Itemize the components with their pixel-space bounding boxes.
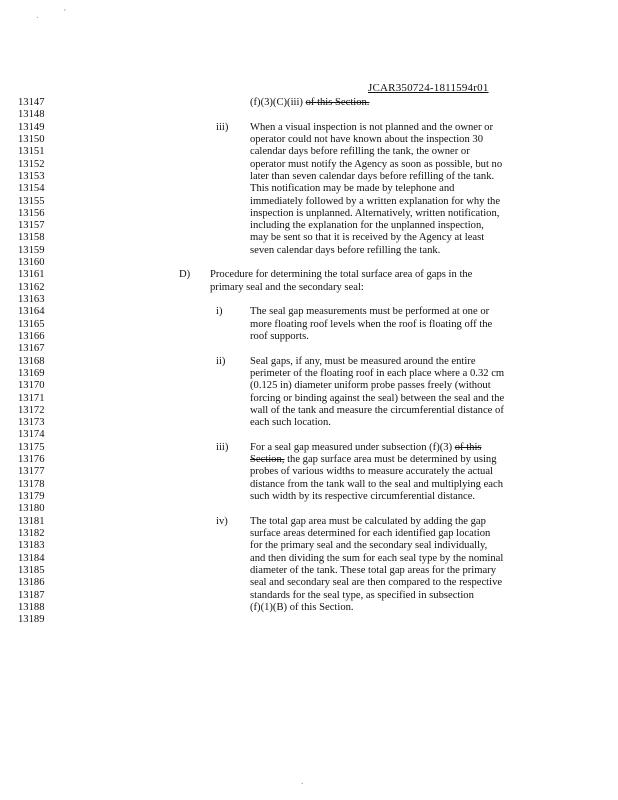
line-text: seal and secondary seal are then compared to the respective (250, 577, 503, 589)
doc-line (0, 503, 618, 515)
line-text: roof supports. (250, 330, 309, 342)
doc-line (0, 614, 618, 626)
line-number: 13176 (18, 454, 45, 466)
line-text: primary seal and the secondary seal: (210, 281, 364, 293)
doc-line (0, 171, 618, 183)
line-text: This notification may be made by telephone and (250, 183, 455, 195)
line-text: (f)(3)(C)(iii) of this Section. (250, 97, 370, 108)
line-text: for the primary seal and the secondary seal individually, (250, 540, 488, 552)
line-text: (0.125 in) diameter uniform probe passes freely (without (250, 380, 491, 392)
item-label: iii) (216, 441, 229, 453)
doc-line (0, 208, 618, 220)
line-text: operator could not have known about the inspection 30 (250, 133, 484, 145)
doc-line (0, 540, 618, 552)
doc-line (0, 232, 618, 244)
line-number: 13168 (18, 355, 45, 367)
line-text: perimeter of the floating roof in each place where a 0.32 cm (250, 367, 505, 379)
line-number: 13160 (18, 257, 45, 269)
document-body (0, 97, 618, 626)
doc-line (0, 294, 618, 306)
line-number: 13184 (18, 552, 45, 564)
doc-line (0, 109, 618, 121)
line-number: 13172 (18, 404, 45, 416)
doc-line (0, 319, 618, 331)
doc-line (0, 380, 618, 392)
doc-line (0, 454, 618, 466)
item-label: iii) (216, 121, 229, 133)
doc-line (0, 134, 618, 146)
line-number: 13154 (18, 183, 45, 195)
doc-line (0, 553, 618, 565)
line-text: (f)(1)(B) of this Section. (250, 601, 354, 613)
line-text: Procedure for determining the total surface area of gaps in the (210, 269, 473, 281)
doc-line (0, 442, 618, 454)
doc-line (0, 565, 618, 577)
page-artifact: . (36, 10, 39, 21)
doc-line (0, 356, 618, 368)
doc-line (0, 331, 618, 343)
line-number: 13166 (18, 330, 45, 342)
line-number: 13182 (18, 527, 45, 539)
line-text: more floating roof levels when the roof is floating off the (250, 318, 493, 330)
doc-line (0, 159, 618, 171)
doc-line (0, 122, 618, 134)
line-text: The total gap area must be calculated by adding the gap (250, 515, 486, 527)
line-number: 13157 (18, 220, 45, 232)
line-text: may be sent so that it is received by the Agency at least (250, 232, 485, 244)
line-text: Section, the gap surface area must be determined by using (250, 454, 497, 466)
line-text: and then dividing the sum for each seal type by the nominal (250, 552, 504, 564)
doc-line (0, 306, 618, 318)
line-text: wall of the tank and measure the circumferential distance of (250, 404, 504, 416)
line-number: 13188 (18, 601, 45, 613)
doc-line (0, 479, 618, 491)
line-number: 13185 (18, 564, 45, 576)
line-number: 13170 (18, 380, 45, 392)
line-number: 13161 (18, 269, 45, 281)
line-text: seven calendar days before refilling the tank. (250, 244, 441, 256)
line-text: calendar days before refilling the tank, the owner or (250, 146, 470, 158)
line-number: 13163 (18, 294, 45, 305)
line-number: 13159 (18, 244, 45, 256)
doc-line (0, 97, 618, 109)
doc-line (0, 516, 618, 528)
item-label: iv) (216, 515, 228, 527)
item-label: D) (179, 269, 191, 281)
line-text: When a visual inspection is not planned and the owner or (250, 121, 494, 133)
line-number: 13150 (18, 133, 45, 145)
line-text: operator must notify the Agency as soon as possible, but no (250, 158, 503, 170)
line-number: 13173 (18, 417, 45, 429)
doc-line (0, 405, 618, 417)
line-number: 13177 (18, 466, 45, 478)
line-number: 13164 (18, 306, 45, 318)
item-label: i) (216, 306, 223, 318)
line-number: 13183 (18, 540, 45, 552)
doc-line (0, 196, 618, 208)
item-label: ii) (216, 355, 226, 367)
doc-line (0, 245, 618, 257)
doc-line (0, 466, 618, 478)
line-text: Seal gaps, if any, must be measured around the entire (250, 355, 476, 367)
line-number: 13171 (18, 392, 45, 404)
line-text: inspection is unplanned. Alternatively, written notification, (250, 207, 500, 219)
line-number: 13189 (18, 614, 45, 626)
line-text: including the explanation for the unplanned inspection, (250, 220, 484, 232)
document-id-header: JCAR350724-1811594r01 (368, 82, 489, 94)
line-number: 13147 (18, 97, 45, 108)
line-number: 13167 (18, 343, 45, 355)
line-number: 13155 (18, 195, 45, 207)
doc-line (0, 220, 618, 232)
line-number: 13180 (18, 503, 45, 515)
line-number: 13178 (18, 478, 45, 490)
doc-line (0, 269, 618, 281)
doc-line (0, 429, 618, 441)
doc-line (0, 417, 618, 429)
line-number: 13174 (18, 429, 45, 441)
line-number: 13151 (18, 146, 45, 158)
line-text: The seal gap measurements must be performed at one or (250, 306, 490, 318)
line-number: 13152 (18, 158, 45, 170)
line-text: For a seal gap measured under subsection (f)(3) of this (250, 441, 482, 453)
doc-line (0, 343, 618, 355)
line-text: forcing or binding against the seal) between the seal and the (250, 392, 505, 404)
line-text: later than seven calendar days before refilling of the tank. (250, 170, 495, 182)
page-artifact: ' (64, 8, 66, 19)
line-text: distance from the tank wall to the seal and multiplying each (250, 478, 503, 490)
line-number: 13186 (18, 577, 45, 589)
doc-line (0, 491, 618, 503)
line-number: 13187 (18, 589, 45, 601)
doc-line (0, 393, 618, 405)
line-number: 13179 (18, 491, 45, 502)
line-number: 13148 (18, 109, 45, 121)
line-text: probes of various widths to measure accurately the actual (250, 466, 493, 478)
line-text: surface areas determined for each identified gap location (250, 527, 491, 539)
line-number: 13162 (18, 281, 45, 293)
line-number: 13156 (18, 207, 45, 219)
doc-line (0, 183, 618, 195)
page-artifact: . (301, 776, 304, 787)
line-number: 13169 (18, 367, 45, 379)
line-text: diameter of the tank. These total gap areas for the primary (250, 564, 497, 576)
line-text: immediately followed by a written explanation for why the (250, 195, 501, 207)
line-text: such width by its respective circumferential distance. (250, 491, 476, 502)
line-text: standards for the seal type, as specified in subsection (250, 589, 474, 601)
doc-line (0, 577, 618, 589)
line-number: 13175 (18, 441, 45, 453)
line-number: 13153 (18, 170, 45, 182)
doc-line (0, 368, 618, 380)
doc-line (0, 146, 618, 158)
doc-line (0, 282, 618, 294)
doc-line (0, 590, 618, 602)
doc-line (0, 528, 618, 540)
line-text: each such location. (250, 417, 331, 429)
line-number: 13165 (18, 318, 45, 330)
line-number: 13158 (18, 232, 45, 244)
doc-line (0, 257, 618, 269)
line-number: 13149 (18, 121, 45, 133)
doc-line (0, 602, 618, 614)
line-number: 13181 (18, 515, 45, 527)
